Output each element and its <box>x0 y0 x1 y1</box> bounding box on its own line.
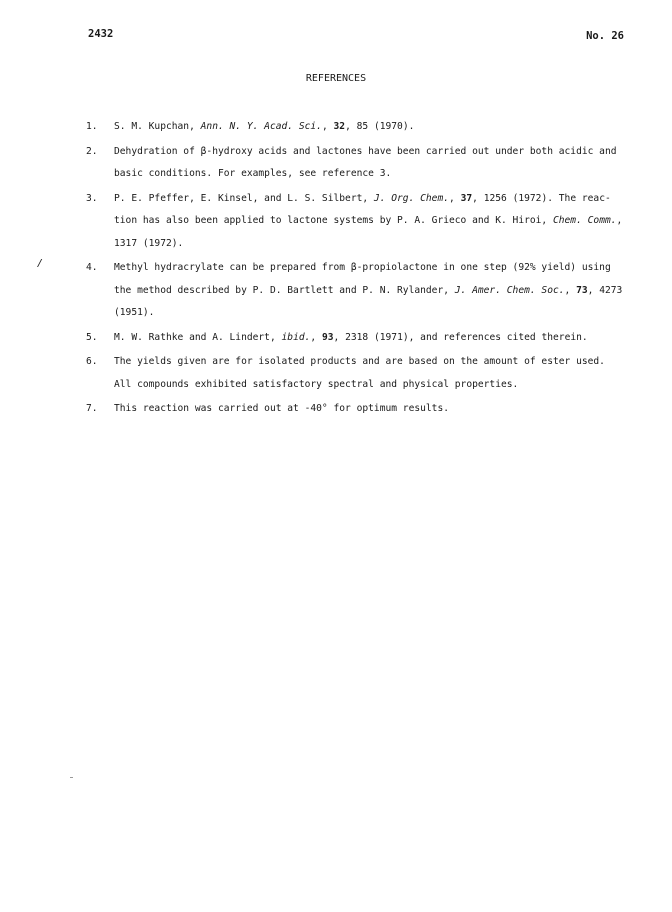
reference-number: 1. <box>86 121 98 132</box>
ref-volume: 93 <box>321 331 334 343</box>
ref-authors: M. W. Rathke and A. Lindert, <box>114 331 282 343</box>
reference-line: Dehydration of β-hydroxy acids and lactones have been carried out under both acidic and <box>114 145 617 157</box>
ref-authors: P. E. Pfeffer, E. Kinsel, and L. S. Silbert, <box>114 192 374 204</box>
reference-line <box>114 280 626 303</box>
reference-line: basic conditions. For examples, see reference 3. <box>114 168 392 179</box>
issue-number: No. 26 <box>586 30 624 42</box>
reference-line <box>114 210 626 233</box>
reference-text <box>114 257 626 325</box>
ref-sep: , <box>616 215 623 226</box>
ref-sep: , <box>310 331 322 343</box>
reference-number: 4. <box>86 262 98 273</box>
reference-item <box>86 257 626 325</box>
reference-line <box>114 188 626 211</box>
ref-journal: Chem. Comm. <box>552 215 617 226</box>
ref-pages: , 4273 <box>587 284 623 296</box>
reference-text <box>114 116 626 139</box>
ref-sep: , <box>449 192 461 204</box>
reference-number: 6. <box>86 356 98 367</box>
reference-item <box>86 141 626 186</box>
reference-line: Methyl hydracrylate can be prepared from β-propiolactone in one step (92% yield) using <box>114 262 611 273</box>
page-speck <box>70 777 73 778</box>
reference-number: 5. <box>86 331 98 343</box>
ref-pages: , 85 (1970). <box>345 121 415 132</box>
reference-line: The yields given are for isolated products and are based on the amount of ester used. <box>114 356 605 367</box>
ref-pages: , 1256 (1972). The reac- <box>472 192 611 204</box>
ref-volume: 32 <box>333 121 346 132</box>
ref-journal: ibid. <box>281 331 311 343</box>
section-title: REFERENCES <box>305 73 367 84</box>
reference-line: All compounds exhibited satisfactory spectral and physical properties. <box>114 378 519 390</box>
reference-line: (1951). <box>114 307 155 318</box>
reference-text <box>114 141 626 186</box>
reference-line <box>114 327 626 350</box>
ref-sep: , <box>564 284 577 296</box>
ref-sep: , <box>321 121 334 132</box>
ref-journal: J. Amer. Chem. Soc. <box>454 284 565 296</box>
reference-number: 7. <box>86 403 98 414</box>
reference-item <box>86 351 626 396</box>
reference-text <box>114 327 626 350</box>
reference-line <box>114 116 626 139</box>
reference-line: This reaction was carried out at -40° for optimum results. <box>114 403 450 414</box>
reference-item <box>86 327 626 350</box>
reference-number: 2. <box>86 145 98 157</box>
page-number: 2432 <box>88 28 114 40</box>
ref-authors: S. M. Kupchan, <box>114 121 201 132</box>
ref-text: tion has also been applied to lactone systems by P. A. Grieco and K. Hiroi, <box>114 215 553 226</box>
ref-journal: Ann. N. Y. Acad. Sci. <box>200 121 322 132</box>
ref-volume: 73 <box>576 284 588 296</box>
reference-text <box>114 351 626 396</box>
ref-volume: 37 <box>460 192 473 204</box>
reference-text <box>114 188 626 256</box>
reference-list <box>86 116 626 423</box>
reference-text <box>114 398 626 421</box>
reference-item <box>86 398 626 421</box>
ref-text: the method described by P. D. Bartlett and P. N. Rylander, <box>114 284 455 296</box>
reference-item <box>86 116 626 139</box>
ref-pages: , 2318 (1971), and references cited therein. <box>333 331 588 343</box>
ref-journal: J. Org. Chem. <box>373 192 450 204</box>
reference-item <box>86 188 626 256</box>
margin-mark: / <box>37 258 44 269</box>
reference-line: 1317 (1972). <box>114 237 184 249</box>
reference-number: 3. <box>86 192 98 204</box>
